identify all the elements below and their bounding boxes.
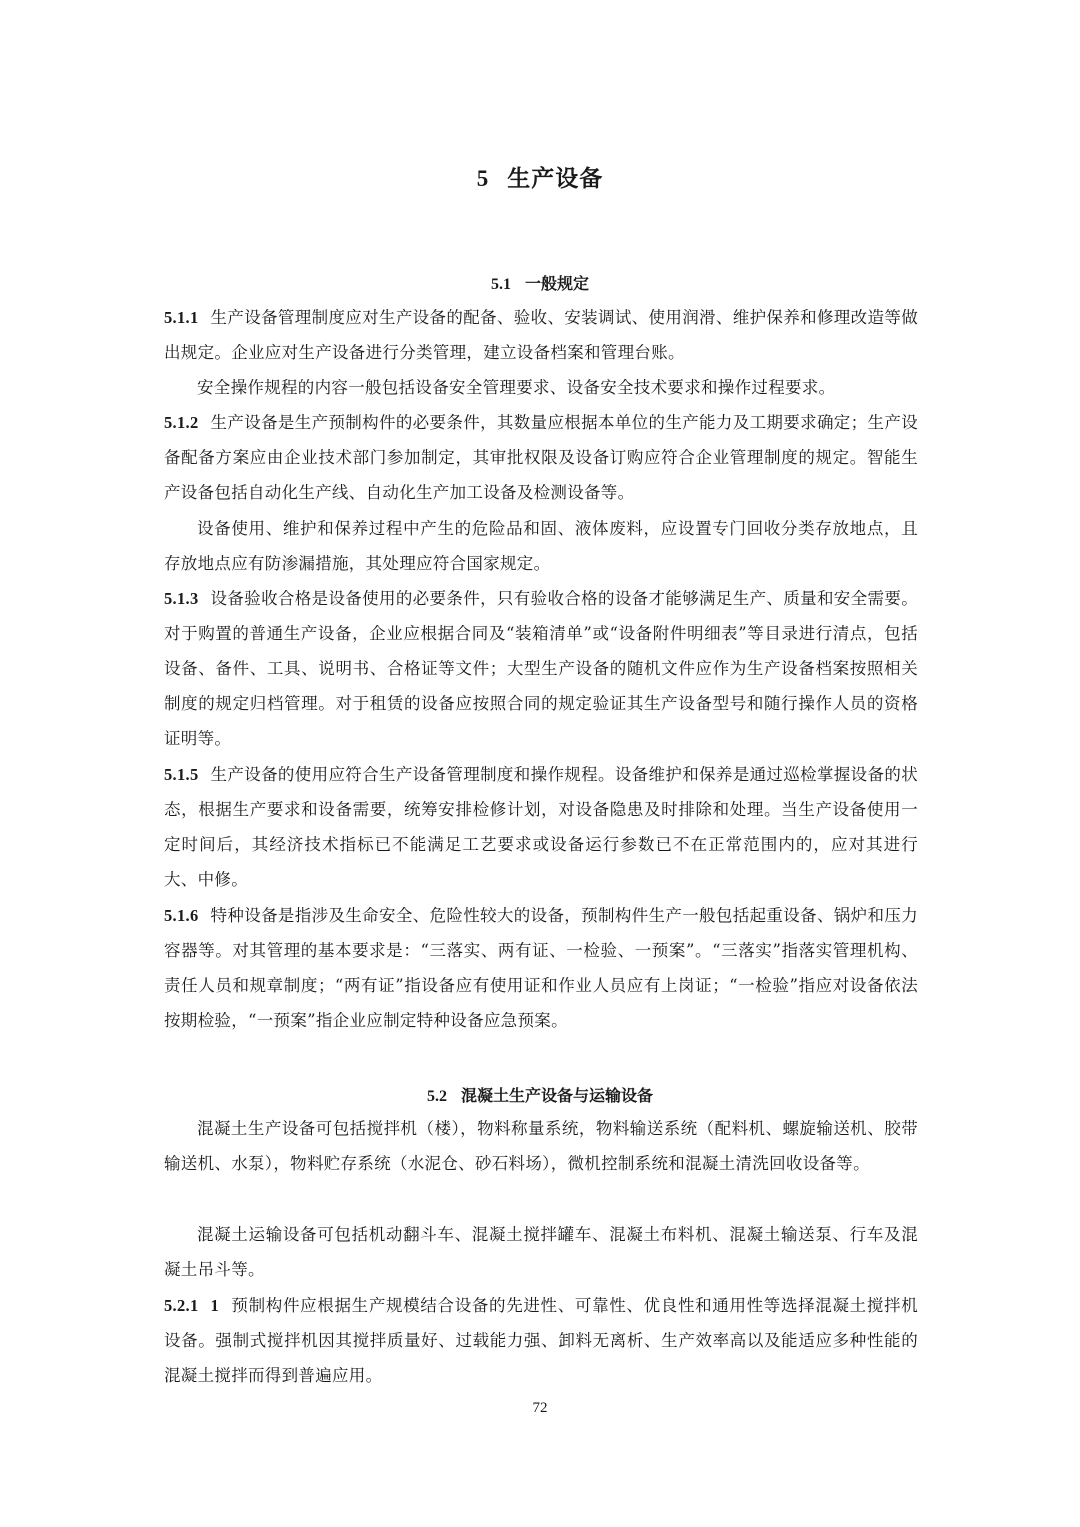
clause-5-1-6 xyxy=(164,898,918,1038)
section-title-5-1 xyxy=(0,271,1080,294)
section-number: 5.1 xyxy=(490,276,511,293)
paragraph-concrete-transport-equipment xyxy=(164,1217,918,1287)
clause-text: 特种设备是指涉及生命安全、危险性较大的设备，预制构件生产一般包括起重设备、锅炉和压力容器等。对其管理的基本要求是：“三落实、两有证、一检验、一预案”。“三落实”指落实管理机构、责任人员和规章制度；“两有证”指设备应有使用证和作业人员应有上岗证；“一检验”指应对设备依法按期检验，“一预案”指企业应制定特种设备应急预案。 xyxy=(164,906,918,1030)
clause-number: 5.2.1 xyxy=(164,1296,199,1315)
clause-text: 设备验收合格是设备使用的必要条件，只有验收合格的设备才能够满足生产、质量和安全需要。对于购置的普通生产设备，企业应根据合同及“装箱清单”或“设备附件明细表”等目录进行清点，包括设备、备件、工具、说明书、合格证等文件；大型生产设备的随机文件应作为生产设备档案按照相关制度的规定归档管理。对于租赁的设备应按照合同的规定验证其生产设备型号和随行操作人员的资格证明等。 xyxy=(164,589,918,748)
clause-text: 生产设备的使用应符合生产设备管理制度和操作规程。设备维护和保养是通过巡检掌握设备的状态，根据生产要求和设备需要，统筹安排检修计划，对设备隐患及时排除和处理。当生产设备使用一定时间后，其经济技术指标已不能满足工艺要求或设备运行参数已不在正常范围内的，应对其进行大、中修。 xyxy=(164,765,918,889)
section-title-5-2 xyxy=(0,1083,1080,1106)
clause-text: 预制构件应根据生产规模结合设备的先进性、可靠性、优良性和通用性等选择混凝土搅拌机设备。强制式搅拌机因其搅拌质量好、过载能力强、卸料无离析、生产效率高以及能适应多种性能的混凝土搅拌而得到普遍应用。 xyxy=(164,1296,918,1385)
paragraph-safety-rules xyxy=(164,370,918,405)
clause-number: 5.1.5 xyxy=(164,765,199,784)
page-number: 72 xyxy=(532,1400,548,1416)
paragraph-waste-handling xyxy=(164,511,918,581)
clause-5-1-3 xyxy=(164,581,918,756)
clause-5-1-5 xyxy=(164,757,918,897)
paragraph-text: 安全操作规程的内容一般包括设备安全管理要求、设备安全技术要求和操作过程要求。 xyxy=(197,378,836,397)
clause-number: 5.1.6 xyxy=(164,906,199,925)
section-title-text: 一般规定 xyxy=(524,274,589,293)
chapter-title xyxy=(0,160,1080,193)
paragraph-text: 混凝土运输设备可包括机动翻斗车、混凝土搅拌罐车、混凝土布料机、混凝土输送泵、行车及混凝土吊斗等。 xyxy=(164,1225,918,1279)
clause-text: 生产设备管理制度应对生产设备的配备、验收、安装调试、使用润滑、维护保养和修理改造等做出规定。企业应对生产设备进行分类管理，建立设备档案和管理台账。 xyxy=(164,308,918,362)
paragraph-text: 设备使用、维护和保养过程中产生的危险品和固、液体废料，应设置专门回收分类存放地点，且存放地点应有防渗漏措施，其处理应符合国家规定。 xyxy=(164,519,918,573)
paragraph-concrete-production-equipment xyxy=(164,1111,918,1181)
clause-5-1-1 xyxy=(164,300,918,370)
section-title-text: 混凝土生产设备与运输设备 xyxy=(460,1086,653,1105)
clause-5-1-2 xyxy=(164,405,918,510)
chapter-number: 5 xyxy=(476,166,490,191)
item-number: 1 xyxy=(210,1296,220,1315)
clause-number: 5.1.3 xyxy=(164,589,199,608)
clause-number: 5.1.2 xyxy=(164,413,199,432)
clause-5-2-1 xyxy=(164,1288,918,1393)
paragraph-text: 混凝土生产设备可包括搅拌机（楼），物料称量系统，物料输送系统（配料机、螺旋输送机、胶带输送机、水泵），物料贮存系统（水泥仓、砂石料场），微机控制系统和混凝土清洗回收设备等。 xyxy=(164,1119,918,1173)
chapter-title-text: 生产设备 xyxy=(507,165,604,192)
clause-text: 生产设备是生产预制构件的必要条件，其数量应根据本单位的生产能力及工期要求确定；生产设备配备方案应由企业技术部门参加制定，其审批权限及设备订购应符合企业管理制度的规定。智能生产设备包括自动化生产线、自动化生产加工设备及检测设备等。 xyxy=(164,413,918,502)
clause-number: 5.1.1 xyxy=(164,308,199,327)
section-number: 5.2 xyxy=(426,1088,447,1105)
